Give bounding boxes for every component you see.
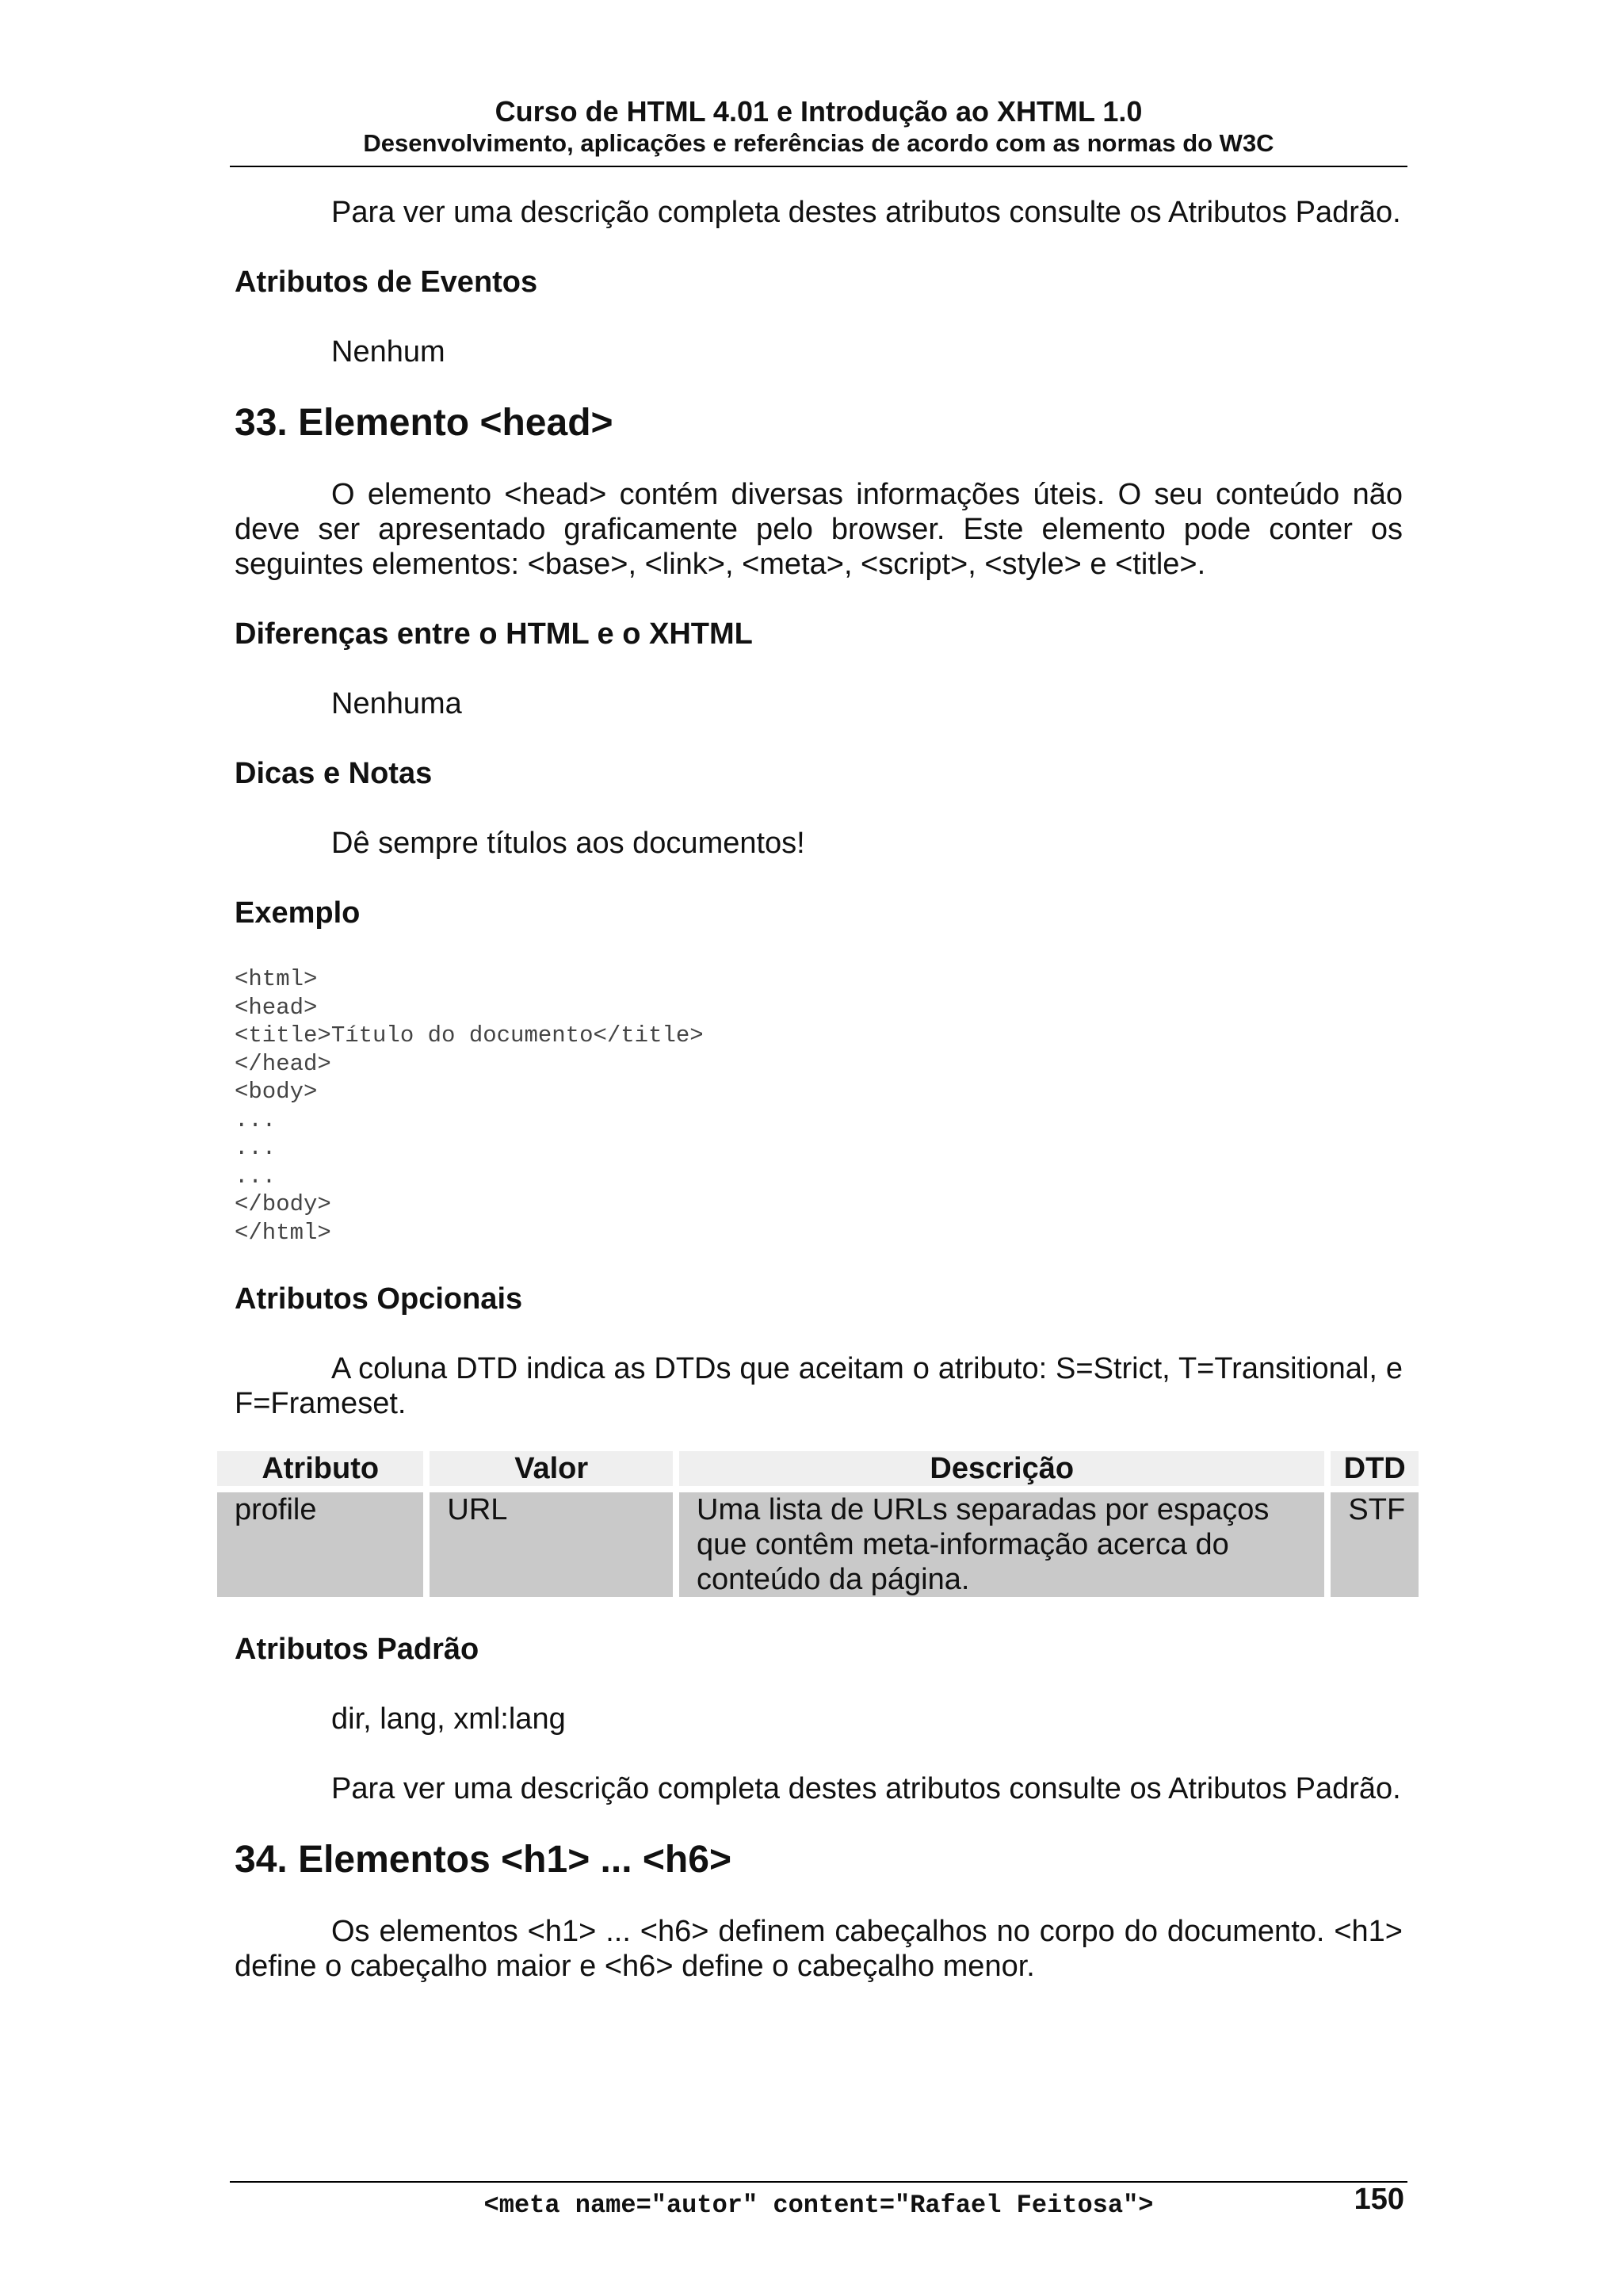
section-34-description: Os elementos <h1> ... <h6> definem cabeçalhos no corpo do documento. <h1> define o cabeçalho maior e <h6> define o cabeçalho menor. xyxy=(235,1915,1403,1983)
standard-attributes-heading: Atributos Padrão xyxy=(235,1633,479,1666)
cell-value: URL xyxy=(430,1492,673,1597)
standard-attributes-value: dir, lang, xml:lang xyxy=(331,1702,566,1736)
column-header-attribute: Atributo xyxy=(217,1451,423,1486)
page-number: 150 xyxy=(1354,2183,1404,2216)
example-heading: Exemplo xyxy=(235,896,361,930)
table-row xyxy=(217,1492,1419,1597)
column-header-description: Descrição xyxy=(679,1451,1324,1486)
events-heading: Atributos de Eventos xyxy=(235,266,538,299)
tips-heading: Dicas e Notas xyxy=(235,757,433,790)
attributes-table xyxy=(211,1445,1425,1603)
example-code-block: <html> <head> <title>Título do documento</title> </head> <body> ... ... ... </body> </html> xyxy=(235,966,704,1246)
cell-dtd: STF xyxy=(1331,1492,1419,1597)
differences-value: Nenhuma xyxy=(331,687,462,720)
header-divider xyxy=(230,166,1407,167)
column-header-dtd: DTD xyxy=(1331,1451,1419,1486)
header-title: Curso de HTML 4.01 e Introdução ao XHTML 1.0 xyxy=(495,95,1143,128)
page-content xyxy=(235,195,1406,1984)
dtd-note: A coluna DTD indica as DTDs que aceitam o atributo: S=Strict, T=Transitional, e F=Frameset. xyxy=(235,1352,1403,1420)
cell-description: Uma lista de URLs separadas por espaços que contêm meta-informação acerca do conteúdo da página. xyxy=(679,1492,1324,1597)
footer-meta-tag: <meta name="autor" content="Rafael Feitosa"> xyxy=(483,2191,1154,2220)
section-34-title: 34. Elementos <h1> ... <h6> xyxy=(235,1839,731,1881)
section-33-title: 33. Elemento <head> xyxy=(235,402,613,444)
footer-divider xyxy=(230,2181,1407,2183)
cell-attribute: profile xyxy=(217,1492,423,1597)
standard-attributes-paragraph: Para ver uma descrição completa destes atributos consulte os Atributos Padrão. xyxy=(331,1772,1401,1805)
intro-paragraph: Para ver uma descrição completa destes atributos consulte os Atributos Padrão. xyxy=(331,196,1401,229)
events-value: Nenhum xyxy=(331,335,445,369)
column-header-value: Valor xyxy=(430,1451,673,1486)
header-subtitle: Desenvolvimento, aplicações e referências de acordo com as normas do W3C xyxy=(363,129,1274,157)
tips-value: Dê sempre títulos aos documentos! xyxy=(331,827,805,860)
differences-heading: Diferenças entre o HTML e o XHTML xyxy=(235,617,753,651)
section-33-description: O elemento <head> contém diversas informações úteis. O seu conteúdo não deve ser apresentado graficamente pelo browser. Este elemento pode conter os seguintes elementos: <base>, <link>, <meta>, <script>, <style> e <title>. xyxy=(235,478,1403,581)
page-header xyxy=(230,95,1407,159)
table-header-row xyxy=(217,1451,1419,1486)
optional-attributes-heading: Atributos Opcionais xyxy=(235,1282,523,1316)
